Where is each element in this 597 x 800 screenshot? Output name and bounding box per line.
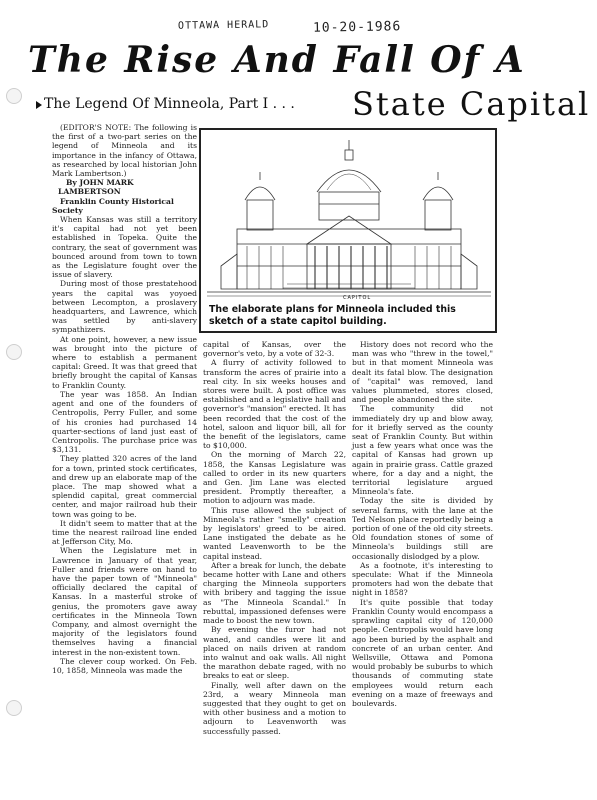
capitol-sketch-figure (199, 128, 497, 333)
paragraph: Finally, well after dawn on the 23rd, a weary Minneola man suggested that they ought to get on with other business and a motion to adjourn to Leavenworth was successfully passed. (203, 680, 346, 736)
photo-caption: The elaborate plans for Minneola included this sketch of a state capitol building. (209, 304, 456, 327)
subhead-bullet-icon (36, 101, 42, 109)
paragraph: On the morning of March 22, 1858, the Kansas Legislature was called to order in its new quarters and Gen. Jim Lane was elected president. Promptly thereafter, a motion to adjourn was made. (203, 450, 346, 506)
editors-note: (EDITOR'S NOTE: The following is the first of a two-part series on the legend of Minneola and its importance in the infancy of Ottawa, as researched by local historian John Mark Lambertson.) (52, 123, 197, 179)
handwritten-date-note: 10-20-1986 (312, 19, 402, 36)
paragraph: As a footnote, it's interesting to speculate: What if the Minneola promoters had won the debate that night in 1858? (352, 560, 493, 598)
paragraph: The clever coup worked. On Feb. 10, 1858, Minneola was made the (52, 656, 197, 675)
article-column-3 (352, 340, 493, 708)
sketch-label: CAPITOL (343, 295, 372, 301)
paragraph: Today the site is divided by several farms, with the lane at the Ted Nelson place reportedly being a portion of one of the old city streets. Old foundation stones of some of Minneola's buildings still are occasionally dislodged by a plow. (352, 496, 493, 561)
paragraph: By evening the furor had not waned, and candles were lit and placed on nails driven at random into walnut and oak walls. All night the marathon debate raged, with no breaks to eat or sleep. (203, 625, 346, 681)
article-column-2 (203, 340, 346, 736)
capitol-building-sketch (207, 134, 491, 300)
paragraph: They platted 320 acres of the land for a town, printed stock certificates, and drew up an elaborate map of the place. The map showed what a splendid capital, great commercial center, and major railroad hub their town was going to be. (52, 454, 197, 519)
punch-hole (6, 88, 22, 104)
paragraph: After a break for lunch, the debate became hotter with Lane and others charging the Minneola supporters with bribery and tagging the issue as "The Minneola Scandal." In rebuttal, impassioned defenses were made to boost the new town. (203, 560, 346, 626)
paragraph: When Kansas was still a territory it's capital had not yet been established in Topeka. Quite the contrary, the seat of government was bounced around from town to town as the Legislature fought over the issue of slavery. (52, 215, 197, 280)
paragraph: The community did not immediately dry up and blow away, for it briefly served as the county seat of Franklin County. But within just a few years what once was the capital of Kansas had grown up again in prairie grass. Cattle grazed where, for a day and a night, the territorial legislature argued Minneola's fate. (352, 404, 493, 497)
paragraph: History does not record who the man was who "threw in the towel," but in that moment Minneola was dealt its fatal blow. The designation of "capital" was removed, land values plummeted, stores closed, and people abandoned the site. (352, 340, 493, 405)
paragraph: This ruse allowed the subject of Minneola's rather "smelly" creation by legislators' greed to be aired. Lane instigated the debate as he wanted Leavenworth to be the capital instead. (203, 505, 346, 561)
paragraph: A flurry of activity followed to transform the acres of prairie into a real city. In six weeks houses and stores were built. A post office was established and a legislative hall and governor's "mansion" erected. It has been recorded that the cost of the hotel, saloon and liquor bill, all for the benefit of the legislators, came to $10,000. (203, 358, 346, 451)
byline (52, 178, 197, 215)
punch-hole (6, 700, 22, 716)
headline: The Rise And Fall Of A (28, 39, 526, 81)
byline-author: By JOHN MARK LAMBERTSON (58, 178, 134, 197)
handwritten-publication-note: OTTAWA HERALD (177, 19, 270, 32)
paragraph: It didn't seem to matter that at the time the nearest railroad line ended at Jefferson City, Mo. (52, 518, 197, 547)
article-column-1 (52, 123, 197, 675)
punch-hole (6, 344, 22, 360)
paragraph: It's quite possible that today Franklin County would encompass a sprawling capital city of 120,000 people. Centropolis would have long ago been buried by the asphalt and concrete of an urban center. And Wellsville, Ottawa and Pomona would probably be suburbs to which thousands of commuting state employees would return each evening on a maze of freeways and boulevards. (352, 597, 493, 708)
paragraph: capital of Kansas, over the governor's veto, by a vote of 32-3. (203, 340, 346, 359)
subhead: The Legend Of Minneola, Part I . . . (44, 96, 295, 112)
paragraph: During most of those prestatehood years the capital was yoyoed between Lecompton, a proslavery headquarters, and Lawrence, which was settled by anti-slavery sympathizers. (52, 279, 197, 335)
headline-continued: State Capital (352, 85, 591, 123)
paragraph: The year was 1858. An Indian agent and one of the founders of Centropolis, Perry Fuller, and some of his cronies had purchased 14 quarter-sections of land just east of Centropolis. The purchase price was $3,131. (52, 389, 197, 455)
byline-organization: Franklin County Historical Society (52, 196, 174, 215)
paragraph: At one point, however, a new issue was brought into the picture of where to establish a permanent capital: Greed. It was that greed that briefly brought the capital of Kansas to Franklin County. (52, 334, 197, 390)
paragraph: When the Legislature met in Lawrence in January of that year, Fuller and friends were on hand to have the paper town of "Minneola" officially declared the capital of Kansas. In a masterful stroke of genius, the promoters gave away certificates in the Minneola Town Company, and almost overnight the majority of the legislators found themselves having a financial interest in the non-existent town. (52, 546, 197, 657)
